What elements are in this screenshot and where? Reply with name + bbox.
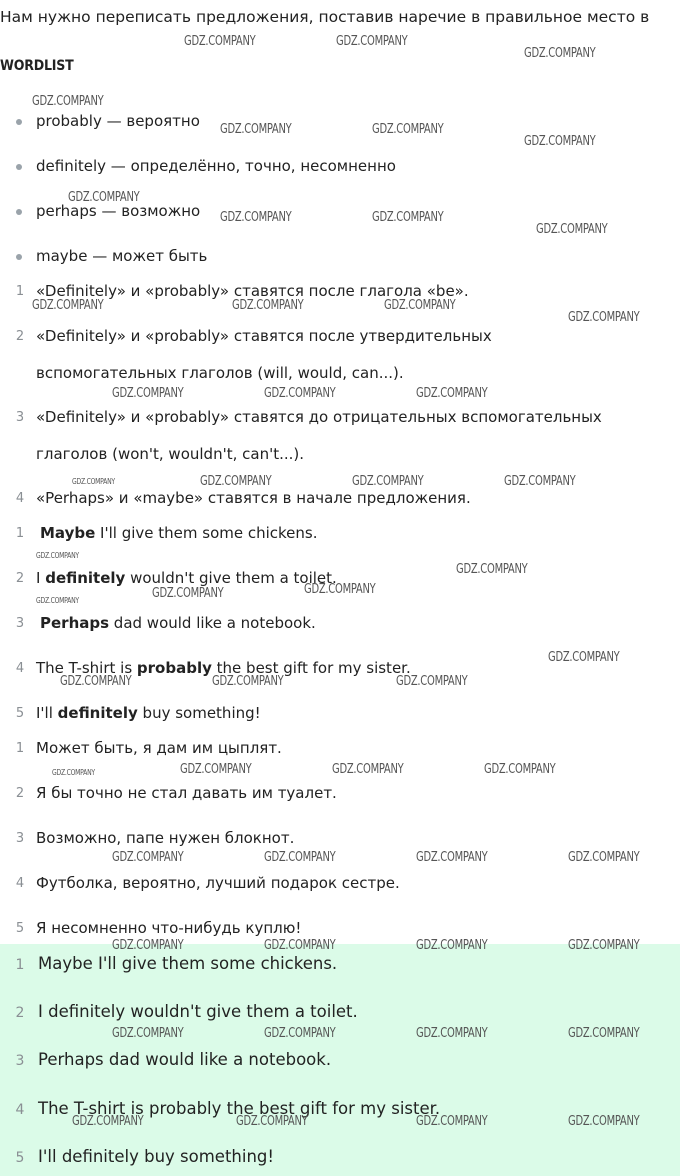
watermark: GDZ.COMPANY bbox=[60, 674, 132, 689]
translation-text: Я бы точно не стал давать им туалет. bbox=[36, 784, 337, 802]
watermark: GDZ.COMPANY bbox=[36, 551, 79, 560]
bullet bbox=[16, 254, 22, 260]
intro-text: Нам нужно переписать предложения, поставив наречие в правильное место в bbox=[0, 8, 650, 26]
watermark: GDZ.COMPANY bbox=[220, 210, 292, 225]
rule-text: «Definitely» и «probably» ставятся после утвердительных bbox=[36, 327, 492, 345]
watermark: GDZ.COMPANY bbox=[112, 938, 184, 953]
answer-number: 1 bbox=[15, 957, 25, 973]
answer-number: 3 bbox=[15, 1053, 25, 1069]
rule-text: «Definitely» и «probably» ставятся до отрицательных вспомогательных bbox=[36, 408, 602, 426]
example-sentence: I definitely wouldn't give them a toilet. bbox=[36, 569, 337, 587]
answer-number: 5 bbox=[15, 1150, 25, 1166]
watermark: GDZ.COMPANY bbox=[536, 222, 608, 237]
watermark: GDZ.COMPANY bbox=[68, 190, 140, 205]
translation-number: 1 bbox=[15, 741, 25, 756]
watermark: GDZ.COMPANY bbox=[184, 34, 256, 49]
watermark: GDZ.COMPANY bbox=[112, 1026, 184, 1041]
watermark: GDZ.COMPANY bbox=[304, 582, 376, 597]
watermark: GDZ.COMPANY bbox=[568, 938, 640, 953]
example-sentence: The T-shirt is probably the best gift for my sister. bbox=[36, 659, 411, 677]
watermark: GDZ.COMPANY bbox=[456, 562, 528, 577]
wordlist-item: perhaps — возможно bbox=[36, 202, 201, 220]
rule-text: «Definitely» и «probably» ставятся после глагола «be». bbox=[36, 282, 469, 300]
bullet bbox=[16, 209, 22, 215]
watermark: GDZ.COMPANY bbox=[236, 1114, 308, 1129]
watermark: GDZ.COMPANY bbox=[372, 122, 444, 137]
translation-text: Возможно, папе нужен блокнот. bbox=[36, 829, 295, 847]
watermark: GDZ.COMPANY bbox=[568, 1114, 640, 1129]
rule-text: глаголов (won't, wouldn't, can't...). bbox=[36, 445, 305, 463]
example-sentence: Maybe I'll give them some chickens. bbox=[40, 524, 318, 542]
watermark: GDZ.COMPANY bbox=[416, 1026, 488, 1041]
translation-text: Футболка, вероятно, лучший подарок сестре. bbox=[36, 874, 400, 892]
example-number: 1 bbox=[15, 526, 25, 541]
example-number: 5 bbox=[15, 706, 25, 721]
translation-text: Я несомненно что-нибудь куплю! bbox=[36, 919, 302, 937]
wordlist-item: definitely — определённо, точно, несомненно bbox=[36, 157, 396, 175]
answer-number: 2 bbox=[15, 1005, 25, 1021]
translation-number: 2 bbox=[15, 786, 25, 801]
wordlist-heading: WORDLIST bbox=[0, 58, 74, 74]
watermark: GDZ.COMPANY bbox=[52, 768, 95, 777]
answer-text: Maybe I'll give them some chickens. bbox=[38, 954, 338, 973]
example-number: 4 bbox=[15, 661, 25, 676]
bullet bbox=[16, 164, 22, 170]
watermark: GDZ.COMPANY bbox=[32, 298, 104, 313]
watermark: GDZ.COMPANY bbox=[484, 762, 556, 777]
watermark: GDZ.COMPANY bbox=[112, 386, 184, 401]
watermark: GDZ.COMPANY bbox=[504, 474, 576, 489]
watermark: GDZ.COMPANY bbox=[72, 1114, 144, 1129]
rule-number: 3 bbox=[15, 410, 25, 425]
watermark: GDZ.COMPANY bbox=[264, 938, 336, 953]
watermark: GDZ.COMPANY bbox=[384, 298, 456, 313]
watermark: GDZ.COMPANY bbox=[372, 210, 444, 225]
watermark: GDZ.COMPANY bbox=[524, 46, 596, 61]
watermark: GDZ.COMPANY bbox=[180, 762, 252, 777]
watermark: GDZ.COMPANY bbox=[568, 850, 640, 865]
answer-text: I'll definitely buy something! bbox=[38, 1147, 275, 1166]
example-number: 3 bbox=[15, 616, 25, 631]
translation-number: 3 bbox=[15, 831, 25, 846]
watermark: GDZ.COMPANY bbox=[396, 674, 468, 689]
watermark: GDZ.COMPANY bbox=[568, 1026, 640, 1041]
wordlist-item: probably — вероятно bbox=[36, 112, 200, 130]
watermark: GDZ.COMPANY bbox=[212, 674, 284, 689]
answer-number: 4 bbox=[15, 1102, 25, 1118]
answer-text: Perhaps dad would like a notebook. bbox=[38, 1050, 332, 1069]
answer-text: The T-shirt is probably the best gift for my sister. bbox=[38, 1099, 441, 1118]
watermark: GDZ.COMPANY bbox=[548, 650, 620, 665]
watermark: GDZ.COMPANY bbox=[524, 134, 596, 149]
rule-number: 4 bbox=[15, 491, 25, 506]
watermark: GDZ.COMPANY bbox=[352, 474, 424, 489]
watermark: GDZ.COMPANY bbox=[112, 850, 184, 865]
example-sentence: Perhaps dad would like a notebook. bbox=[40, 614, 316, 632]
watermark: GDZ.COMPANY bbox=[336, 34, 408, 49]
translation-number: 5 bbox=[15, 921, 25, 936]
watermark: GDZ.COMPANY bbox=[32, 94, 104, 109]
watermark: GDZ.COMPANY bbox=[152, 586, 224, 601]
watermark: GDZ.COMPANY bbox=[264, 1026, 336, 1041]
example-number: 2 bbox=[15, 571, 25, 586]
watermark: GDZ.COMPANY bbox=[416, 850, 488, 865]
watermark: GDZ.COMPANY bbox=[264, 850, 336, 865]
rule-number: 1 bbox=[15, 284, 25, 299]
watermark: GDZ.COMPANY bbox=[72, 477, 115, 486]
rule-number: 2 bbox=[15, 329, 25, 344]
rule-text: вспомогательных глаголов (will, would, can...). bbox=[36, 364, 404, 382]
watermark: GDZ.COMPANY bbox=[416, 938, 488, 953]
watermark: GDZ.COMPANY bbox=[332, 762, 404, 777]
example-sentence: I'll definitely buy something! bbox=[36, 704, 261, 722]
watermark: GDZ.COMPANY bbox=[416, 1114, 488, 1129]
watermark: GDZ.COMPANY bbox=[416, 386, 488, 401]
bullet bbox=[16, 119, 22, 125]
answer-text: I definitely wouldn't give them a toilet. bbox=[38, 1002, 358, 1021]
wordlist-item: maybe — может быть bbox=[36, 247, 208, 265]
watermark: GDZ.COMPANY bbox=[220, 122, 292, 137]
watermark: GDZ.COMPANY bbox=[232, 298, 304, 313]
translation-text: Может быть, я дам им цыплят. bbox=[36, 739, 282, 757]
watermark: GDZ.COMPANY bbox=[200, 474, 272, 489]
rule-text: «Perhaps» и «maybe» ставятся в начале предложения. bbox=[36, 489, 471, 507]
translation-number: 4 bbox=[15, 876, 25, 891]
watermark: GDZ.COMPANY bbox=[36, 596, 79, 605]
watermark: GDZ.COMPANY bbox=[264, 386, 336, 401]
watermark: GDZ.COMPANY bbox=[568, 310, 640, 325]
